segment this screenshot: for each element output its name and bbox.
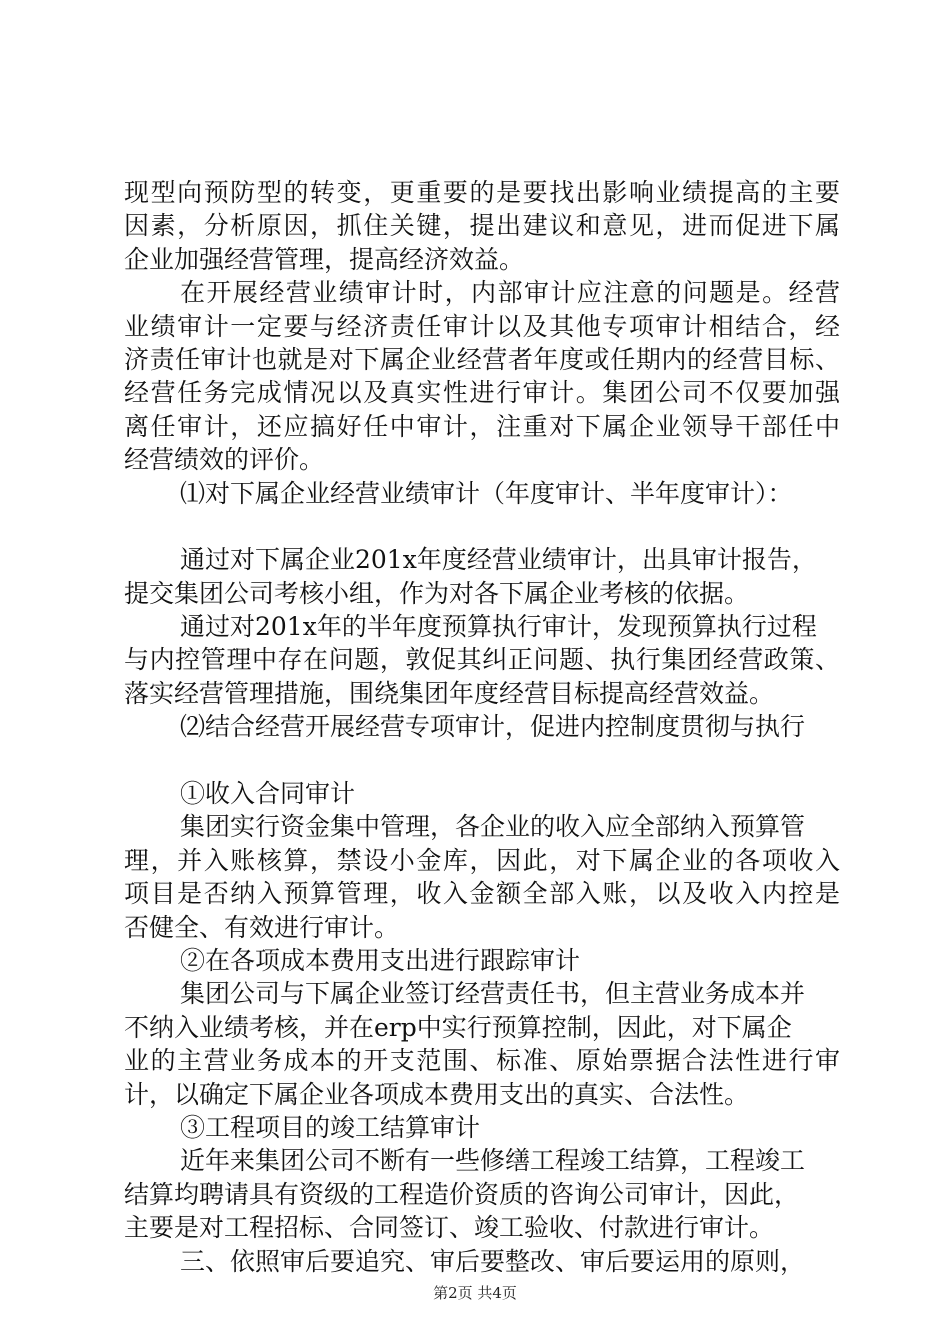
text-line: 理，并入账核算，禁设小金库，因此，对下属企业的各项收入 — [124, 845, 840, 875]
text-line: 近年来集团公司不断有一些修缮工程竣工结算，工程竣工 — [180, 1146, 806, 1176]
text-line: 业绩审计一定要与经济责任审计以及其他专项审计相结合，经 — [124, 311, 840, 341]
text-line: 集团实行资金集中管理，各企业的收入应全部纳入预算管 — [180, 812, 806, 842]
blank-line — [124, 510, 840, 543]
text-line: 项目是否纳入预算管理，收入金额全部入账，以及收入内控是 — [124, 879, 840, 909]
text-line: 企业加强经营管理，提高经济效益。 — [124, 244, 525, 274]
text-line: 济责任审计也就是对下属企业经营者年度或任期内的经营目标、 — [124, 344, 840, 374]
blank-line — [124, 744, 840, 777]
text-line: 不纳入业绩考核，并在erp中实行预算控制，因此，对下属企 — [124, 1012, 792, 1042]
text-line: 业的主营业务成本的开支范围、标准、原始票据合法性进行审 — [124, 1046, 840, 1076]
text-line: 落实经营管理措施，围绕集团年度经营目标提高经营效益。 — [124, 678, 775, 708]
text-line: 集团公司与下属企业签订经营责任书，但主营业务成本并 — [180, 979, 806, 1009]
text-line: 经营绩效的评价。 — [124, 445, 325, 475]
section-heading: ⑵结合经营开展经营专项审计，促进内控制度贯彻与执行 — [180, 712, 806, 742]
text-line: 现型向预防型的转变，更重要的是要找出影响业绩提高的主要 — [124, 178, 840, 207]
text-line: 主要是对工程招标、合同签订、竣工验收、付款进行审计。 — [124, 1213, 775, 1243]
text-line: 经营任务完成情况以及真实性进行审计。集团公司不仅要加强 — [124, 378, 840, 408]
text-line: 否健全、有效进行审计。 — [124, 912, 400, 942]
section-heading: ⑴对下属企业经营业绩审计（年度审计、半年度审计）： — [180, 478, 793, 508]
text-line: 通过对201x年的半年度预算执行审计，发现预算执行过程 — [180, 612, 817, 642]
subsection-heading: ③工程项目的竣工结算审计 — [180, 1112, 481, 1142]
subsection-heading: ②在各项成本费用支出进行跟踪审计 — [180, 945, 581, 975]
text-line: 与内控管理中存在问题，敦促其纠正问题、执行集团经营政策、 — [124, 645, 840, 675]
page-number: 第2页 共4页 — [433, 1284, 517, 1302]
text-line: 通过对下属企业201x年度经营业绩审计，出具审计报告， — [180, 545, 817, 575]
text-line: 三、依照审后要追究、审后要整改、审后要运用的原则， — [180, 1246, 806, 1276]
text-line: 计，以确定下属企业各项成本费用支出的真实、合法性。 — [124, 1079, 750, 1109]
text-line: 结算均聘请具有资级的工程造价资质的咨询公司审计，因此， — [124, 1179, 800, 1209]
text-line: 在开展经营业绩审计时，内部审计应注意的问题是。经营 — [180, 278, 840, 308]
document-body — [124, 176, 840, 1278]
subsection-heading: ①收入合同审计 — [180, 779, 356, 809]
text-line: 离任审计，还应搞好任中审计，注重对下属企业领导干部任中 — [124, 411, 840, 441]
text-line: 因素，分析原因，抓住关键，提出建议和意见，进而促进下属 — [124, 211, 840, 241]
text-line: 提交集团公司考核小组，作为对各下属企业考核的依据。 — [124, 578, 750, 608]
